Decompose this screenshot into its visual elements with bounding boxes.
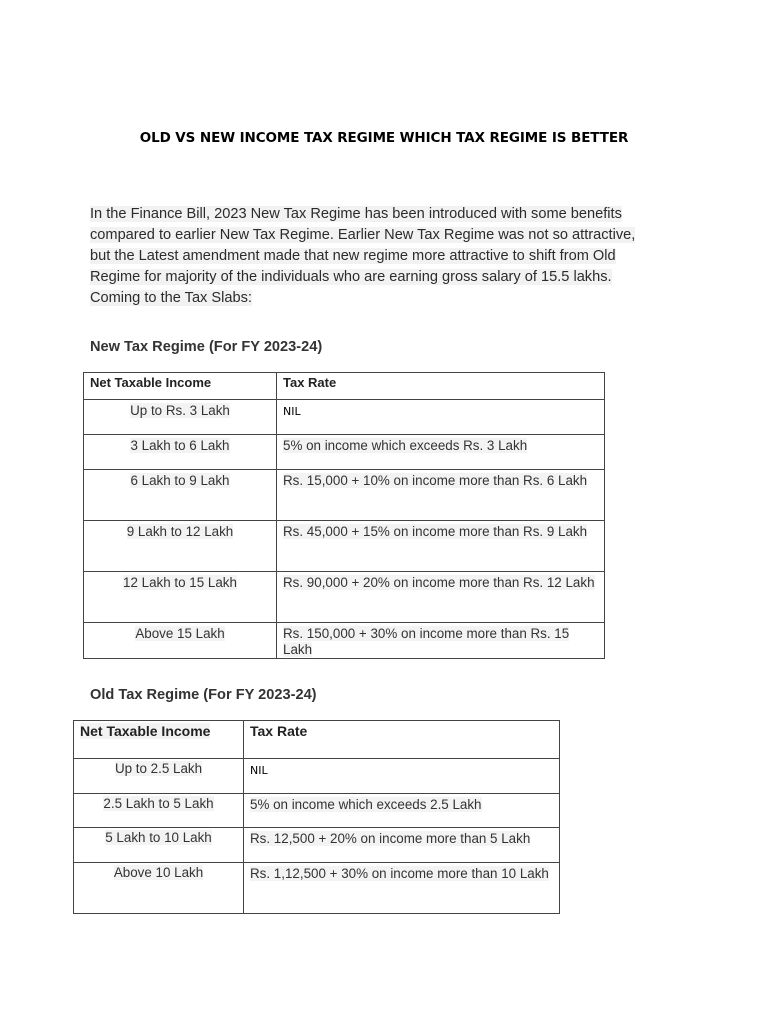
column-header-rate: Tax Rate [277,373,605,400]
table-row [84,521,605,572]
intro-line: In the Finance Bill, 2023 New Tax Regime has been introduced with some benefits [90,206,622,222]
table-row [84,470,605,521]
rate-cell: NIL [244,759,560,794]
income-cell: 3 Lakh to 6 Lakh [84,435,277,470]
income-cell: Up to Rs. 3 Lakh [84,400,277,435]
rate-cell: Rs. 45,000 + 15% on income more than Rs. 9 Lakh [277,521,605,572]
table-row [74,863,560,914]
income-cell: 12 Lakh to 15 Lakh [84,572,277,623]
rate-cell: Rs. 90,000 + 20% on income more than Rs. 12 Lakh [277,572,605,623]
intro-line: but the Latest amendment made that new regime more attractive to shift from Old [90,248,616,264]
table-row [74,759,560,794]
income-cell: Above 15 Lakh [84,623,277,659]
column-header-rate: Tax Rate [244,721,560,759]
income-cell: 9 Lakh to 12 Lakh [84,521,277,572]
income-cell: Above 10 Lakh [74,863,244,914]
income-cell: 6 Lakh to 9 Lakh [84,470,277,521]
table-row [84,623,605,659]
new-regime-table [83,372,605,659]
rate-cell: NIL [277,400,605,435]
table-row [84,572,605,623]
table-row [74,828,560,863]
old-regime-table [73,720,560,914]
income-cell: 5 Lakh to 10 Lakh [74,828,244,863]
old-regime-heading: Old Tax Regime (For FY 2023-24) [90,687,317,703]
rate-cell: 5% on income which exceeds 2.5 Lakh [244,794,560,828]
income-cell: Up to 2.5 Lakh [74,759,244,794]
column-header-income: Net Taxable Income [84,373,277,400]
document-title: OLD VS NEW INCOME TAX REGIME WHICH TAX REGIME IS BETTER [139,130,629,146]
rate-cell: Rs. 150,000 + 30% on income more than Rs. 15 Lakh [277,623,605,659]
rate-cell: Rs. 12,500 + 20% on income more than 5 Lakh [244,828,560,863]
intro-paragraph [90,204,670,309]
rate-cell: 5% on income which exceeds Rs. 3 Lakh [277,435,605,470]
table-header-row [74,721,560,759]
rate-cell: Rs. 15,000 + 10% on income more than Rs. 6 Lakh [277,470,605,521]
intro-line: Coming to the Tax Slabs: [90,290,252,306]
new-regime-heading: New Tax Regime (For FY 2023-24) [90,339,323,355]
intro-line: Regime for majority of the individuals who are earning gross salary of 15.5 lakhs. [90,269,612,285]
column-header-income: Net Taxable Income [74,721,244,759]
table-row [84,400,605,435]
intro-line: compared to earlier New Tax Regime. Earlier New Tax Regime was not so attractive, [90,227,636,243]
table-row [74,794,560,828]
table-header-row [84,373,605,400]
table-row [84,435,605,470]
income-cell: 2.5 Lakh to 5 Lakh [74,794,244,828]
rate-cell: Rs. 1,12,500 + 30% on income more than 10 Lakh [244,863,560,914]
